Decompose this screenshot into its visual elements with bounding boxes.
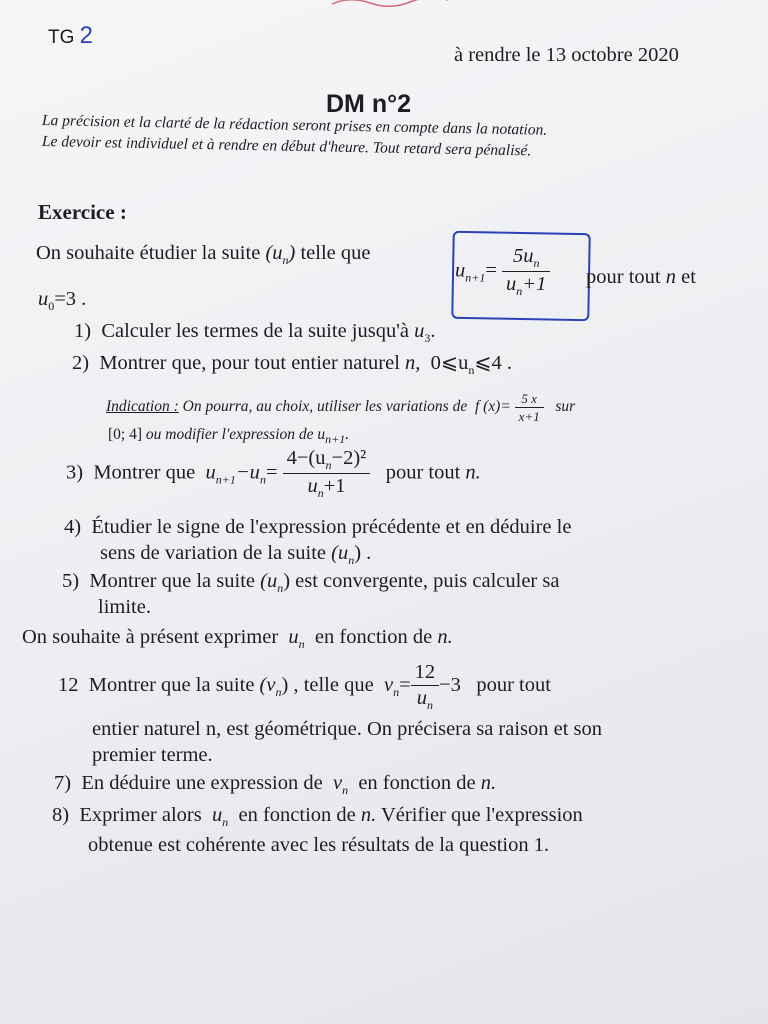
question-6-line-1: 12 Montrer que la suite $(v_n)$ , telle que $v_n=$ $\frac{12}{u_n}$ −3 pour tout bbox=[58, 661, 551, 712]
intro-line-1: La précision et la clarté de la rédaction seront prises en compte dans la notation. bbox=[41, 112, 548, 139]
pen-scribble-mark bbox=[330, 0, 450, 8]
class-number-handwritten: 2 bbox=[79, 22, 94, 49]
question-6-line-3: premier terme. bbox=[92, 744, 213, 766]
question-7: 7) En déduire une expression de $v_n$ en fonction de n. bbox=[54, 772, 497, 798]
question-1: 1) Calculer les termes de la suite jusqu'à $u_3$. bbox=[74, 320, 436, 346]
initial-term: $u_0=3$ . bbox=[38, 288, 87, 314]
hint-line-2: [0; 4] ou modifier l'expression de $u_{n+1}$. bbox=[108, 426, 350, 447]
transition-sentence: On souhaite à présent exprimer $u_n$ en fonction de n. bbox=[22, 626, 453, 652]
statement-line-1: On souhaite étudier la suite $(u_n)$ telle que bbox=[36, 242, 371, 268]
question-6-line-2: entier naturel n, est géométrique. On précisera sa raison et son bbox=[92, 718, 603, 740]
recurrence-formula: $u_{n+1}=$ $\frac{5u_n}{u_n+1}$ bbox=[455, 246, 550, 297]
page-title: DM n°2 bbox=[326, 90, 411, 118]
question-2: 2) Montrer que, pour tout entier naturel n, $0⩽u_n⩽4$ . bbox=[72, 352, 513, 378]
question-5-line-2: limite. bbox=[98, 596, 151, 618]
class-label: TG 2 bbox=[48, 22, 94, 49]
question-4-line-2: sens de variation de la suite $(u_n)$ . bbox=[100, 542, 372, 568]
due-date: à rendre le 13 octobre 2020 bbox=[454, 44, 679, 66]
hint-line-1: Indication : On pourra, au choix, utiliser les variations de f (x)= $\frac{5 x}{x+1}$ sur bbox=[106, 391, 576, 424]
statement-line-1-end: pour tout n et bbox=[586, 266, 696, 288]
intro-line-2: Le devoir est individuel et à rendre en début d'heure. Tout retard sera pénalisé. bbox=[41, 133, 532, 160]
question-3: 3) Montrer que $u_{n+1}-u_n=$ $\frac{4-(u_n-2)^2}{u_n+1}$ pour tout n. bbox=[66, 447, 481, 501]
question-5-line-1: 5) Montrer que la suite $(u_n)$ est convergente, puis calculer sa bbox=[62, 570, 560, 596]
question-4-line-1: 4) Étudier le signe de l'expression précédente et en déduire le bbox=[64, 516, 572, 538]
question-8-line-2: obtenue est cohérente avec les résultats de la question 1. bbox=[88, 834, 550, 856]
question-8-line-1: 8) Exprimer alors $u_n$ en fonction de n. Vérifier que l'expression bbox=[52, 804, 583, 830]
exercise-heading: Exercice : bbox=[38, 200, 127, 224]
